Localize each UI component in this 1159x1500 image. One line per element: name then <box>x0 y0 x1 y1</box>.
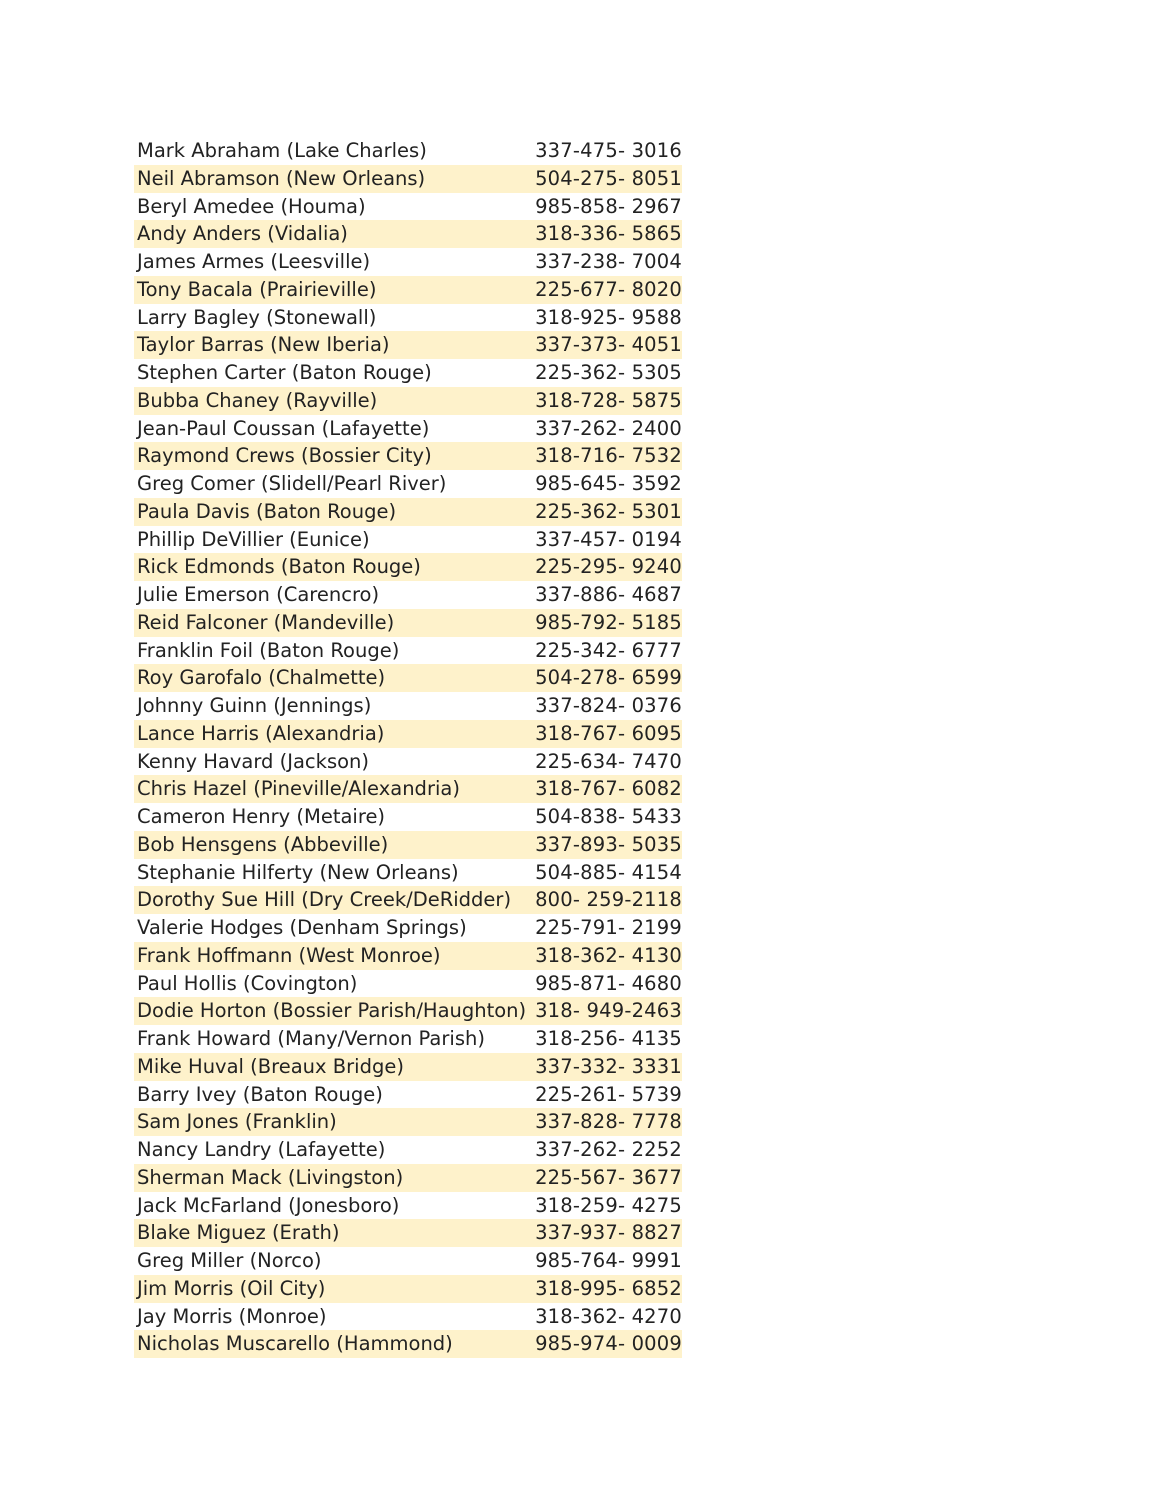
contact-name: Raymond Crews (Bossier City) <box>137 444 432 468</box>
table-row <box>134 1303 682 1331</box>
contact-phone: 800- 259-2118 <box>535 888 682 912</box>
table-row <box>134 803 682 831</box>
table-row <box>134 775 682 803</box>
table-row <box>134 387 682 415</box>
table-row <box>134 1330 682 1358</box>
contact-phone: 504-278- 6599 <box>535 666 682 690</box>
contact-name: Stephen Carter (Baton Rouge) <box>137 361 432 384</box>
contact-phone: 225-362- 5305 <box>535 361 682 384</box>
contact-phone: 225-342- 6777 <box>535 638 682 662</box>
contact-phone: 225-261- 5739 <box>535 1082 682 1106</box>
table-row <box>134 581 682 609</box>
table-row <box>134 220 682 248</box>
table-row <box>134 970 682 998</box>
contact-name: Cameron Henry (Metaire) <box>137 805 386 828</box>
contact-name: Mark Abraham (Lake Charles) <box>137 139 427 162</box>
table-row <box>134 415 682 443</box>
contact-phone: 225-362- 5301 <box>535 499 682 523</box>
contact-phone: 318-767- 6082 <box>535 777 682 801</box>
contact-phone: 337-828- 7778 <box>535 1110 682 1134</box>
contact-phone: 225-567- 3677 <box>535 1165 682 1189</box>
table-row <box>134 1081 682 1109</box>
contact-phone: 318-336- 5865 <box>535 222 682 246</box>
contact-phone: 225-791- 2199 <box>535 916 682 939</box>
contact-name: Sam Jones (Franklin) <box>137 1110 337 1134</box>
contact-name: Julie Emerson (Carencro) <box>137 583 380 606</box>
contact-phone: 985-858- 2967 <box>535 194 682 218</box>
table-row <box>134 526 682 554</box>
contact-name: Nancy Landry (Lafayette) <box>137 1138 386 1161</box>
table-row <box>134 553 682 581</box>
contact-phone: 337-332- 3331 <box>535 1054 682 1078</box>
contact-name: Lance Harris (Alexandria) <box>137 721 385 745</box>
table-row <box>134 914 682 942</box>
contact-name: Nicholas Muscarello (Hammond) <box>137 1332 453 1356</box>
contact-phone: 337-475- 3016 <box>535 139 682 162</box>
contact-phone: 337-937- 8827 <box>535 1221 682 1245</box>
contact-phone: 337-886- 4687 <box>535 583 682 606</box>
table-row <box>134 248 682 276</box>
contact-name: Roy Garofalo (Chalmette) <box>137 666 386 690</box>
contact-name: Frank Howard (Many/Vernon Parish) <box>137 1027 485 1050</box>
table-row <box>134 331 682 359</box>
contact-phone: 337-893- 5035 <box>535 832 682 856</box>
contact-name: Andy Anders (Vidalia) <box>137 222 348 246</box>
table-row <box>134 1108 682 1136</box>
table-row <box>134 1192 682 1220</box>
table-row <box>134 1275 682 1303</box>
contact-name: Bubba Chaney (Rayville) <box>137 388 378 412</box>
contact-phone: 225-677- 8020 <box>535 277 682 301</box>
contact-name: Mike Huval (Breaux Bridge) <box>137 1054 404 1078</box>
contact-name: James Armes (Leesville) <box>137 250 371 273</box>
table-row <box>134 942 682 970</box>
table-row <box>134 1247 682 1275</box>
table-row <box>134 276 682 304</box>
contact-phone: 318-728- 5875 <box>535 388 682 412</box>
contact-phone: 504-838- 5433 <box>535 805 682 828</box>
table-row <box>134 692 682 720</box>
contact-phone: 318-767- 6095 <box>535 721 682 745</box>
contact-name: Taylor Barras (New Iberia) <box>137 333 390 357</box>
contact-phone: 337-262- 2252 <box>535 1138 682 1161</box>
contact-name: Sherman Mack (Livingston) <box>137 1165 404 1189</box>
contact-name: Chris Hazel (Pineville/Alexandria) <box>137 777 460 801</box>
contact-phone: 337-457- 0194 <box>535 527 682 551</box>
contact-phone: 985-764- 9991 <box>535 1249 682 1272</box>
table-row <box>134 637 682 665</box>
contact-name: Jack McFarland (Jonesboro) <box>137 1193 400 1217</box>
contact-phone: 318-925- 9588 <box>535 305 682 329</box>
table-row <box>134 137 682 165</box>
table-row <box>134 609 682 637</box>
table-row <box>134 831 682 859</box>
table-row <box>134 859 682 887</box>
contact-phone: 318-256- 4135 <box>535 1027 682 1050</box>
contact-name: Jay Morris (Monroe) <box>137 1304 327 1328</box>
contact-phone: 504-275- 8051 <box>535 166 682 190</box>
contact-phone: 985-792- 5185 <box>535 610 682 634</box>
contact-phone: 504-885- 4154 <box>535 860 682 884</box>
table-row <box>134 1053 682 1081</box>
table-row <box>134 193 682 221</box>
table-row <box>134 165 682 193</box>
contact-name: Stephanie Hilferty (New Orleans) <box>137 860 459 884</box>
table-row <box>134 720 682 748</box>
contact-name: Rick Edmonds (Baton Rouge) <box>137 555 421 579</box>
table-row <box>134 1025 682 1053</box>
table-row <box>134 664 682 692</box>
contact-name: Jean-Paul Coussan (Lafayette) <box>137 416 430 440</box>
table-row <box>134 470 682 498</box>
contact-phone: 318-716- 7532 <box>535 444 682 468</box>
contact-table <box>134 137 682 1358</box>
contact-name: Bob Hensgens (Abbeville) <box>137 832 389 856</box>
contact-name: Dorothy Sue Hill (Dry Creek/DeRidder) <box>137 888 512 912</box>
contact-name: Valerie Hodges (Denham Springs) <box>137 916 467 939</box>
contact-name: Larry Bagley (Stonewall) <box>137 305 377 329</box>
contact-phone: 318- 949-2463 <box>535 999 682 1023</box>
contact-phone: 337-262- 2400 <box>535 416 682 440</box>
contact-phone: 318-995- 6852 <box>535 1276 682 1300</box>
contact-name: Paul Hollis (Covington) <box>137 971 358 995</box>
table-row <box>134 748 682 776</box>
contact-name: Dodie Horton (Bossier Parish/Haughton) <box>137 999 527 1023</box>
contact-name: Kenny Havard (Jackson) <box>137 749 370 773</box>
table-row <box>134 1136 682 1164</box>
table-row <box>134 304 682 332</box>
table-row <box>134 997 682 1025</box>
table-row <box>134 498 682 526</box>
contact-name: Johnny Guinn (Jennings) <box>137 694 372 717</box>
contact-phone: 318-362- 4130 <box>535 943 682 967</box>
table-row <box>134 1164 682 1192</box>
contact-phone: 225-634- 7470 <box>535 749 682 773</box>
contact-name: Greg Miller (Norco) <box>137 1249 322 1272</box>
contact-name: Frank Hoffmann (West Monroe) <box>137 943 441 967</box>
table-row <box>134 886 682 914</box>
contact-name: Jim Morris (Oil City) <box>137 1276 326 1300</box>
table-row <box>134 359 682 387</box>
contact-phone: 337-373- 4051 <box>535 333 682 357</box>
contact-name: Greg Comer (Slidell/Pearl River) <box>137 472 447 495</box>
contact-name: Barry Ivey (Baton Rouge) <box>137 1082 383 1106</box>
contact-phone: 985-974- 0009 <box>535 1332 682 1356</box>
contact-phone: 337-824- 0376 <box>535 694 682 717</box>
contact-phone: 337-238- 7004 <box>535 250 682 273</box>
contact-name: Beryl Amedee (Houma) <box>137 194 366 218</box>
contact-phone: 225-295- 9240 <box>535 555 682 579</box>
table-row <box>134 442 682 470</box>
contact-phone: 318-259- 4275 <box>535 1193 682 1217</box>
contact-name: Neil Abramson (New Orleans) <box>137 166 426 190</box>
contact-name: Paula Davis (Baton Rouge) <box>137 499 397 523</box>
contact-name: Phillip DeVillier (Eunice) <box>137 527 370 551</box>
contact-phone: 985-871- 4680 <box>535 971 682 995</box>
table-row <box>134 1219 682 1247</box>
contact-name: Franklin Foil (Baton Rouge) <box>137 638 400 662</box>
contact-phone: 318-362- 4270 <box>535 1304 682 1328</box>
contact-phone: 985-645- 3592 <box>535 472 682 495</box>
contact-name: Tony Bacala (Prairieville) <box>137 277 377 301</box>
contact-name: Reid Falconer (Mandeville) <box>137 610 395 634</box>
contact-name: Blake Miguez (Erath) <box>137 1221 340 1245</box>
